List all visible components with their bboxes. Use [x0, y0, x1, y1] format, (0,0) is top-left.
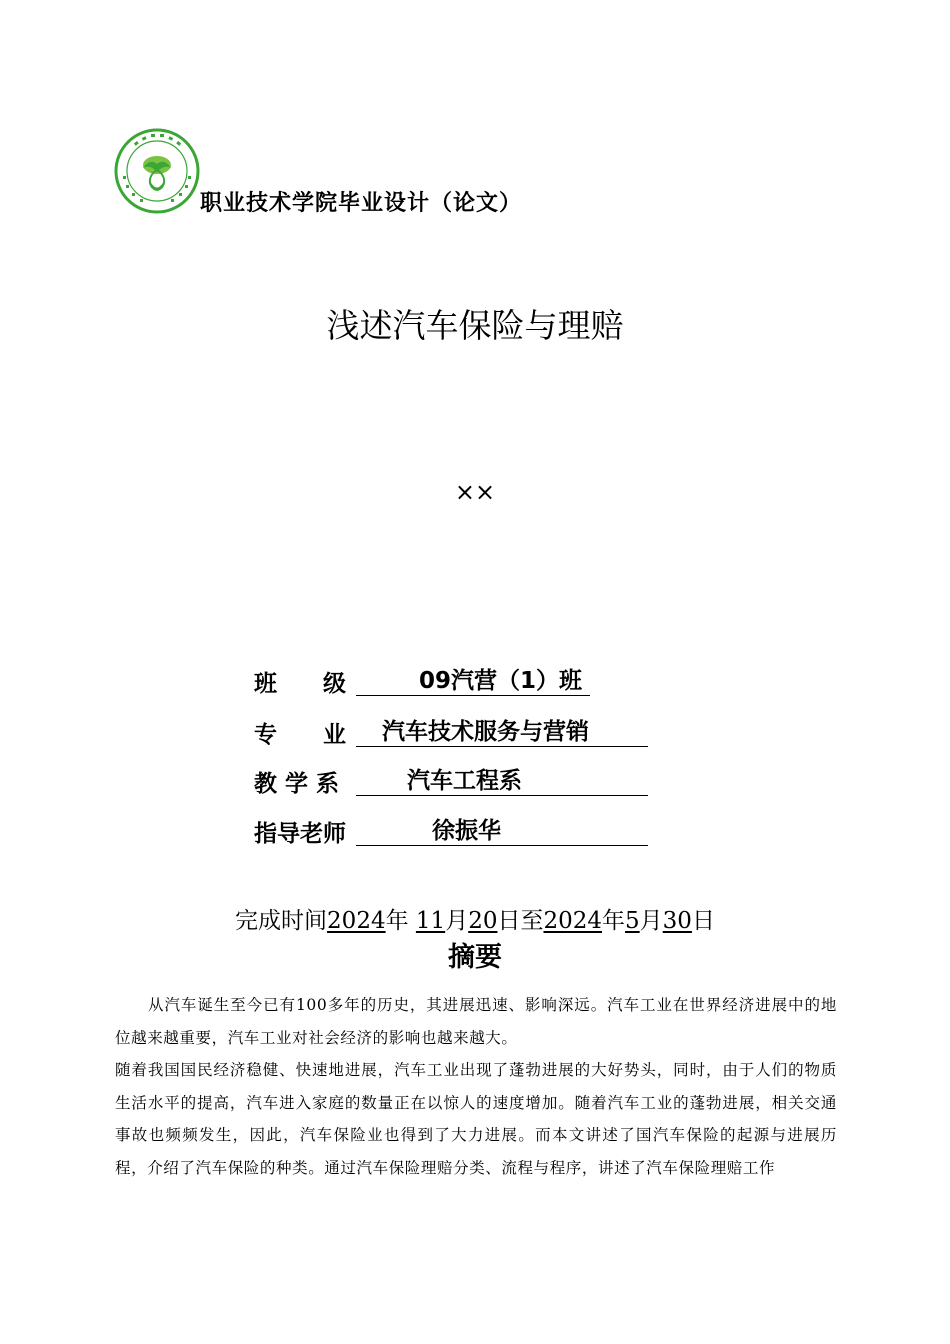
start-day: 20	[468, 908, 498, 934]
class-value-line	[356, 665, 590, 696]
advisor-value: 徐振华	[432, 818, 501, 844]
advisor-label: 指导老师	[254, 821, 346, 847]
year-char-2: 年	[602, 908, 626, 934]
day-char-2: 日	[691, 908, 715, 934]
year-char-1: 年	[385, 908, 416, 934]
end-year: 2024	[543, 908, 603, 934]
month-char-1: 月	[445, 908, 469, 934]
major-value-line	[356, 716, 648, 747]
completion-prefix: 完成时间	[235, 908, 328, 934]
major-label: 专 业	[254, 722, 346, 748]
month-char-2: 月	[639, 908, 663, 934]
abstract-paragraph: 随着我国国民经济稳健、快速地进展，汽车工业出现了蓬勃进展的大好势头，同时，由于人们的物质生活水平的提高，汽车进入家庭的数量正在以惊人的速度增加。随着汽车工业的蓬勃进展，相关交通事故也频频发生，因此，汽车保险业也得到了大力进展。而本文讲述了国汽车保险的起源与进展历程，介绍了汽车保险的种类。通过汽车保险理赔分类、流程与程序，讲述了汽车保险理赔工作	[115, 1061, 837, 1177]
department-value: 汽车工程系	[407, 768, 522, 794]
department-label: 教 学 系	[254, 771, 340, 797]
start-month: 11	[415, 908, 446, 934]
end-month: 5	[625, 908, 640, 934]
major-value: 汽车技术服务与营销	[382, 719, 589, 745]
college-emblem-icon	[114, 128, 200, 214]
class-value: 09汽营（1）班	[419, 668, 583, 694]
class-label: 班 级	[254, 671, 346, 697]
day-char-1: 日至	[497, 908, 544, 934]
college-thesis-header: 职业技术学院毕业设计（论文）	[200, 191, 523, 216]
start-year: 2024	[327, 908, 386, 934]
thesis-title: 浅述汽车保险与理赔	[326, 306, 624, 345]
department-value-line	[356, 765, 648, 796]
author-name: ××	[454, 478, 496, 506]
end-day: 30	[662, 908, 692, 934]
advisor-value-line	[356, 815, 648, 846]
completion-time	[0, 902, 950, 935]
abstract-paragraph: 从汽车诞生至今已有100多年的历史，其进展迅速、影响深远。汽车工业在世界经济进展中的地位越来越重要，汽车工业对社会经济的影响也越来越大。	[115, 996, 837, 1047]
abstract-heading: 摘要	[448, 942, 502, 973]
